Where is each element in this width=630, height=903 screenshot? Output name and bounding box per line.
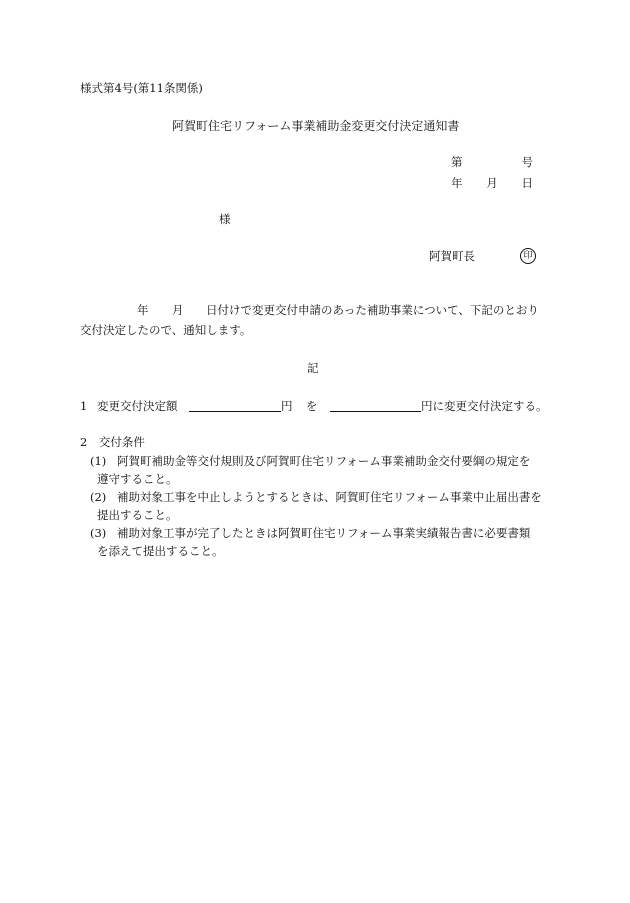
issue-date	[451, 175, 533, 191]
form-label: 様式第4号(第11条関係)	[80, 81, 203, 95]
condition-2-line-2: 提出すること。	[97, 508, 178, 522]
condition-3-line-2: を添えて提出すること。	[97, 544, 224, 558]
item2-heading: 2 交付条件	[80, 435, 145, 449]
body-line-1: 日付けで変更交付申請のあった補助事業について、下記のとおり	[206, 303, 539, 317]
body-year: 年	[137, 303, 149, 317]
amount-before-blank	[189, 398, 281, 412]
ref-month: 月	[486, 176, 498, 190]
condition-1-line-1: 阿賀町補助金等交付規則及び阿賀町住宅リフォーム事業補助金交付要綱の規定を	[117, 454, 531, 468]
ki-heading: 記	[307, 361, 319, 375]
condition-3-line-1: 補助対象工事が完了したときは阿賀町住宅リフォーム事業実績報告書に必要書類	[117, 526, 531, 540]
body-line-2: 交付決定したので、通知します。	[80, 323, 252, 337]
reference-number	[451, 154, 533, 170]
item1-label: 変更交付決定額	[97, 399, 178, 413]
sender-name: 阿賀町長	[429, 249, 475, 263]
body-month: 月	[172, 303, 184, 317]
ref-dai: 第	[451, 155, 463, 169]
condition-2-line-1: 補助対象工事を中止しようとするときは、阿賀町住宅リフォーム事業中止届出書を	[117, 490, 542, 504]
condition-3-number: (3)	[90, 526, 107, 540]
recipient-suffix: 様	[219, 212, 231, 226]
condition-1-line-2: 遵守すること。	[97, 472, 178, 486]
ref-go: 号	[521, 155, 533, 169]
item1-number: 1	[80, 399, 88, 413]
amount-after-blank	[330, 398, 421, 412]
seal-mark: 印	[520, 248, 536, 264]
ref-year: 年	[451, 176, 463, 190]
item1-tail: 円に変更交付決定する。	[421, 399, 548, 413]
item1-yen-1: 円	[281, 399, 293, 413]
condition-2-number: (2)	[90, 490, 107, 504]
document-title: 阿賀町住宅リフォーム事業補助金変更交付決定通知書	[172, 119, 460, 133]
condition-1-number: (1)	[90, 454, 107, 468]
ref-day: 日	[521, 176, 533, 190]
item1-wo: を	[306, 399, 318, 413]
